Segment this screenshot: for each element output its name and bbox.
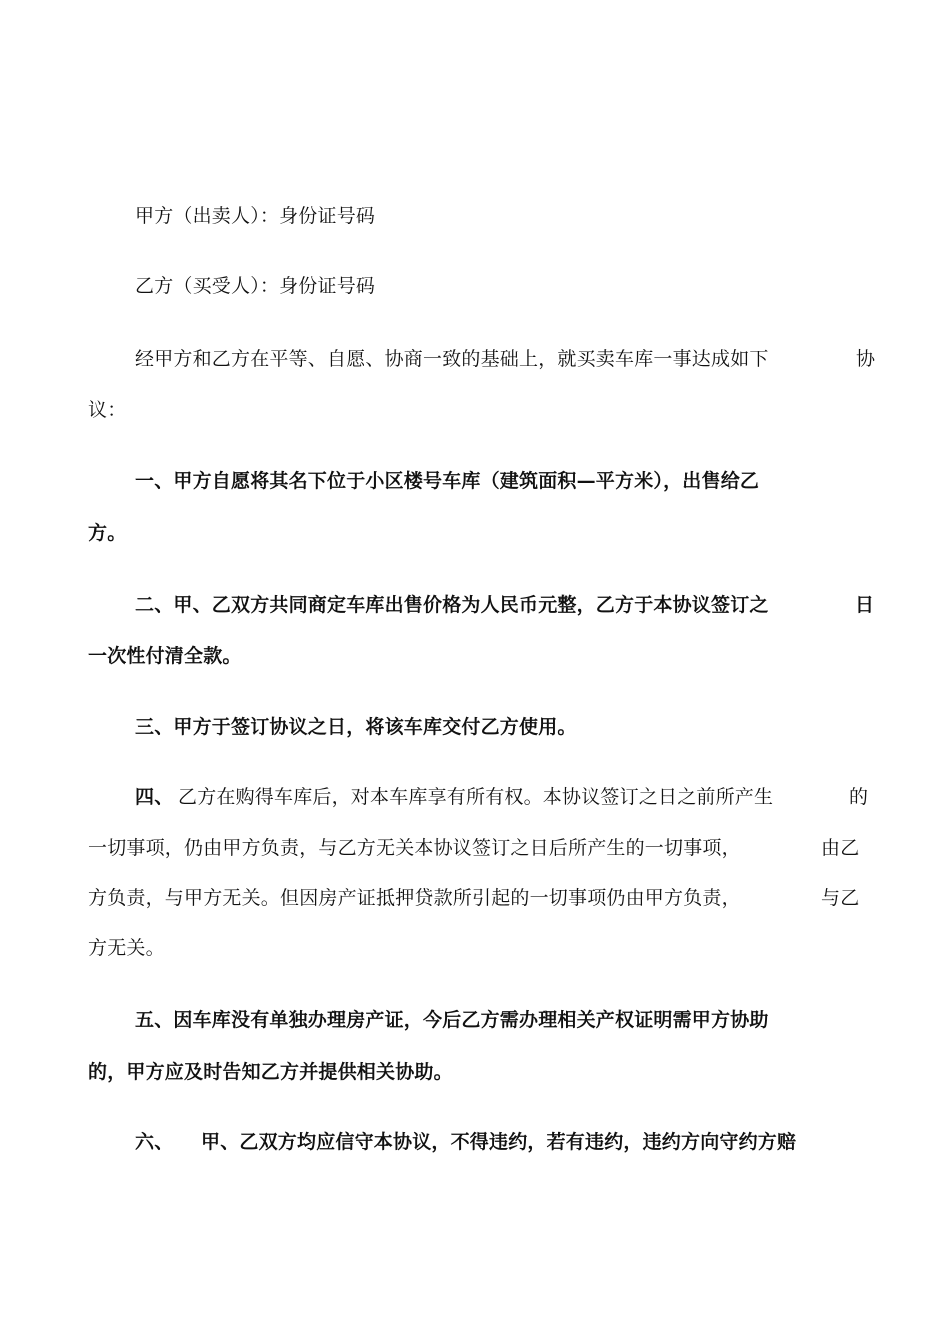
- intro-line-1-tail: 协: [856, 348, 876, 370]
- clause-1-line-2: 方。: [88, 522, 127, 544]
- party-a-line: 甲方（出卖人）：身份证号码: [135, 205, 376, 227]
- clause-4-line-1: 乙方在购得车库后，对本车库享有所有权。本协议签订之日之前所产生: [178, 786, 774, 808]
- clause-2-line-1: 二、甲、乙双方共同商定车库出售价格为人民币元整，乙方于本协议签订之: [135, 594, 769, 616]
- clause-5-line-2: 的，甲方应及时告知乙方并提供相关协助。: [88, 1061, 453, 1083]
- clause-4-line-4: 方无关。: [88, 937, 165, 959]
- clause-2-line-1-tail: 日: [855, 594, 875, 616]
- clause-4-line-2-tail: 由乙: [821, 837, 860, 859]
- clause-6-line-1: 甲、乙双方均应信守本协议，不得违约，若有违约，违约方向守约方赔: [201, 1131, 797, 1153]
- clause-6-prefix: 六、: [135, 1131, 174, 1153]
- clause-2-line-2: 一次性付清全款。: [88, 645, 242, 667]
- clause-1-line-1: 一、甲方自愿将其名下位于小区楼号车库（建筑面积—平方米），出售给乙: [135, 470, 760, 492]
- clause-4-line-3-tail: 与乙: [821, 887, 860, 909]
- clause-4-prefix: 四、: [135, 786, 174, 808]
- clause-3-line-1: 三、甲方于签订协议之日，将该车库交付乙方使用。: [135, 716, 577, 738]
- clause-4-line-3: 方负责，与甲方无关。但因房产证抵押贷款所引起的一切事项仍由甲方负责，: [88, 887, 741, 909]
- clause-4-line-1-tail: 的: [849, 786, 869, 808]
- party-b-line: 乙方（买受人）：身份证号码: [135, 275, 376, 297]
- intro-line-1: 经甲方和乙方在平等、自愿、协商一致的基础上，就买卖车库一事达成如下: [135, 348, 769, 370]
- clause-4-line-2: 一切事项，仍由甲方负责，与乙方无关本协议签订之日后所产生的一切事项，: [88, 837, 741, 859]
- intro-line-2: 议：: [88, 399, 127, 421]
- clause-5-line-1: 五、因车库没有单独办理房产证，今后乙方需办理相关产权证明需甲方协助: [135, 1009, 769, 1031]
